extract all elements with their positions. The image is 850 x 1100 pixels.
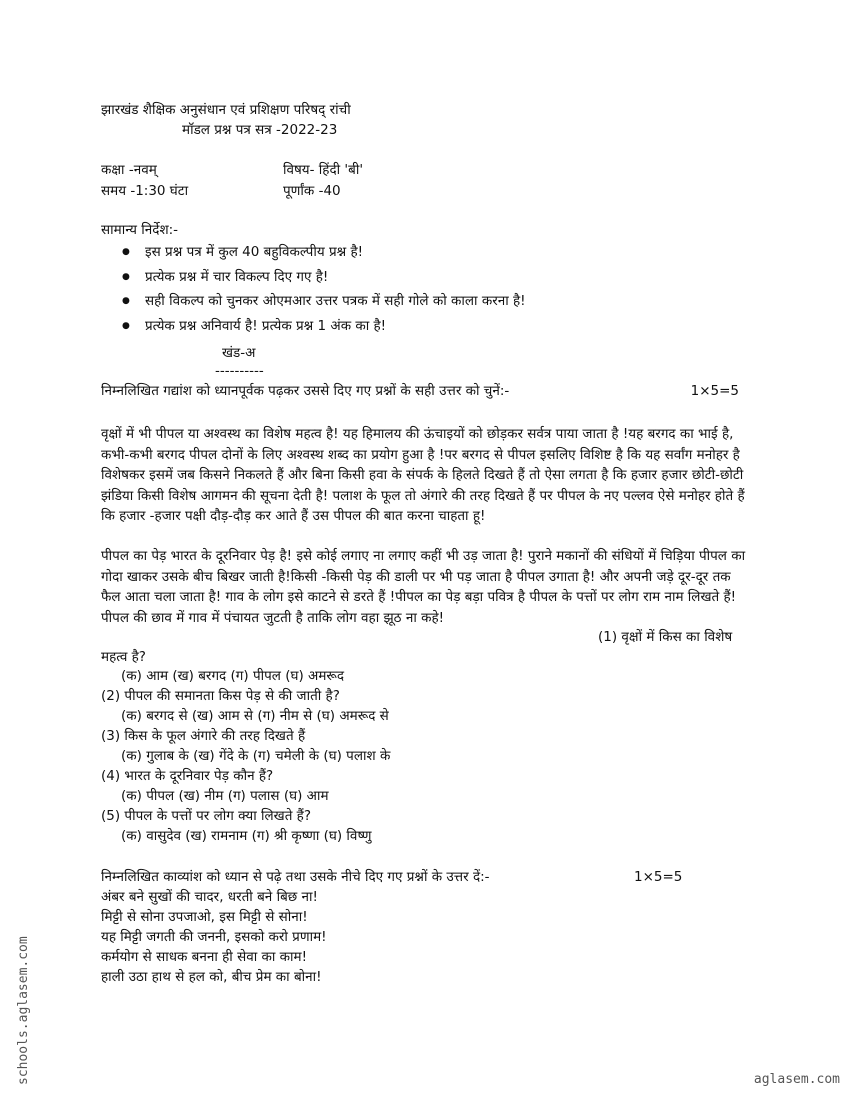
instruction-item: ● प्रत्येक प्रश्न अनिवार्य है! प्रत्येक प्रश्न 1 अंक का है!: [122, 314, 526, 339]
q2-text: (2) पीपल की समानता किस पेड़ से की जाती है?: [101, 688, 340, 704]
footer-watermark: aglasem.com: [753, 1072, 840, 1087]
q1-inline: (1) वृक्षों में किस का विशेष: [598, 629, 733, 645]
marks-label: पूर्णांक -40: [283, 183, 341, 199]
instruction-item: ● प्रत्येक प्रश्न में चार विकल्प दिए गए है!: [122, 265, 526, 290]
time-label: समय -1:30 घंटा: [101, 183, 189, 199]
instructions-list: [122, 240, 526, 338]
passage1-para2: [101, 546, 751, 628]
section-title: खंड-अ: [222, 345, 256, 361]
side-watermark: schools.aglasem.com: [16, 936, 31, 1085]
passage1-para1-text: वृक्षों में भी पीपल या अश्वस्थ का विशेष महत्व है! यह हिमालय की ऊंचाइयों को छोड़कर सर्वत्र पाया जाता है !यह बरगद का भाई है, कभी-कभी बरगद पीपल दोनों के लिए अश्वस्थ शब्द का प्रयोग हुआ है !पर बरगद से पीपल इसलिए विशिष्ट है कि यह सर्वांग मनोहर है विशेषकर इसमें जब किसने निकलते हैं और बिना किसी हवा के संपर्क के हिलते दिखते हैं तो ऐसा लगता है कि हजार हजार छोटी-छोटी झंडिया किसी विशेष आगमन की सूचना देती है! पलाश के फूल तो अंगारे की तरह दिखते हैं पर पीपल के नए पल्लव ऐसे मनोहर होते हैं कि हजार -हजार पक्षी दौड़-दौड़ कर आते हैं उस पीपल की बात करना चाहता हू!: [101, 426, 745, 524]
q5-text: (5) पीपल के पत्तों पर लोग क्या लिखते हैं?: [101, 808, 312, 824]
instruction-item: ● इस प्रश्न पत्र में कुल 40 बहुविकल्पीय प्रश्न है!: [122, 240, 526, 265]
section-underline: ----------: [215, 363, 264, 379]
q2-options: (क) बरगद से (ख) आम से (ग) नीम से (घ) अमरूद से: [121, 708, 389, 724]
q1-options: (क) आम (ख) बरगद (ग) पीपल (घ) अमरूद: [121, 668, 345, 684]
q4-options: (क) पीपल (ख) नीम (ग) पलास (घ) आम: [121, 788, 329, 804]
poem-line: अंबर बने सुखों की चादर, धरती बने बिछ ना!: [101, 889, 318, 905]
instructions-heading: सामान्य निर्देश:-: [101, 222, 179, 238]
passage2-instruction: निम्नलिखित काव्यांश को ध्यान से पढ़े तथा उसके नीचे दिए गए प्रश्नों के उत्तर दें:-: [101, 869, 490, 885]
passage1-para2-text: पीपल का पेड़ भारत के दूरनिवार पेड़ है! इसे कोई लगाए ना लगाए कहीं भी उड़ जाता है! पुराने मकानों की संधियों में चिड़िया पीपल का गोदा खाकर उसके बीच बिखर जाती है!किसी -किसी पेड़ की डाली पर भी पड़ जाता है पीपल उगाता है! और अपनी जड़े दूर-दूर तक फैल आता चला जाता है! गाव के लोग इसे काटने से डरते हैं !पीपल का पेड़ बड़ा पवित्र है पीपल के पत्तों पर लोग राम नाम लिखते हैं! पीपल की छाव में गाव में पंचायत जुटती है ताकि लोग वहा झूठ ना कहे!: [101, 548, 746, 626]
paper-title: मॉडल प्रश्न पत्र सत्र -2022-23: [182, 122, 338, 138]
passage2-marks: 1×5=5: [634, 869, 683, 885]
subject-label: विषय- हिंदी 'बी': [283, 162, 364, 178]
q3-text: (3) किस के फूल अंगारे की तरह दिखते हैं: [101, 728, 306, 744]
passage1-instruction-row: [101, 381, 751, 401]
poem-line: हाली उठा हाथ से हल को, बीच प्रेम का बोना!: [101, 969, 322, 985]
passage1-marks: 1×5=5: [690, 383, 739, 399]
org-title: झारखंड शैक्षिक अनुसंधान एवं प्रशिक्षण परिषद् रांची: [101, 102, 351, 118]
poem-line: कर्मयोग से साधक बनना ही सेवा का काम!: [101, 949, 308, 965]
poem-line: यह मिट्टी जगती की जननी, इसको करो प्रणाम!: [101, 929, 327, 945]
poem-line: मिट्टी से सोना उपजाओ, इस मिट्टी से सोना!: [101, 909, 308, 925]
q1-continued: महत्व है?: [101, 649, 146, 665]
q5-options: (क) वासुदेव (ख) रामनाम (ग) श्री कृष्णा (घ) विष्णु: [121, 828, 372, 844]
passage1-instruction: निम्नलिखित गद्यांश को ध्यानपूर्वक पढ़कर उससे दिए गए प्रश्नों के सही उत्तर को चुनें:-: [101, 383, 510, 399]
instruction-item: ● सही विकल्प को चुनकर ओएमआर उत्तर पत्रक में सही गोले को काला करना है!: [122, 289, 526, 314]
class-label: कक्षा -नवम्: [101, 162, 157, 178]
q4-text: (4) भारत के दूरनिवार पेड़ कौन हैं?: [101, 768, 274, 784]
passage1-para1: [101, 424, 751, 527]
q3-options: (क) गुलाब के (ख) गेंदे के (ग) चमेली के (घ) पलाश के: [121, 748, 391, 764]
